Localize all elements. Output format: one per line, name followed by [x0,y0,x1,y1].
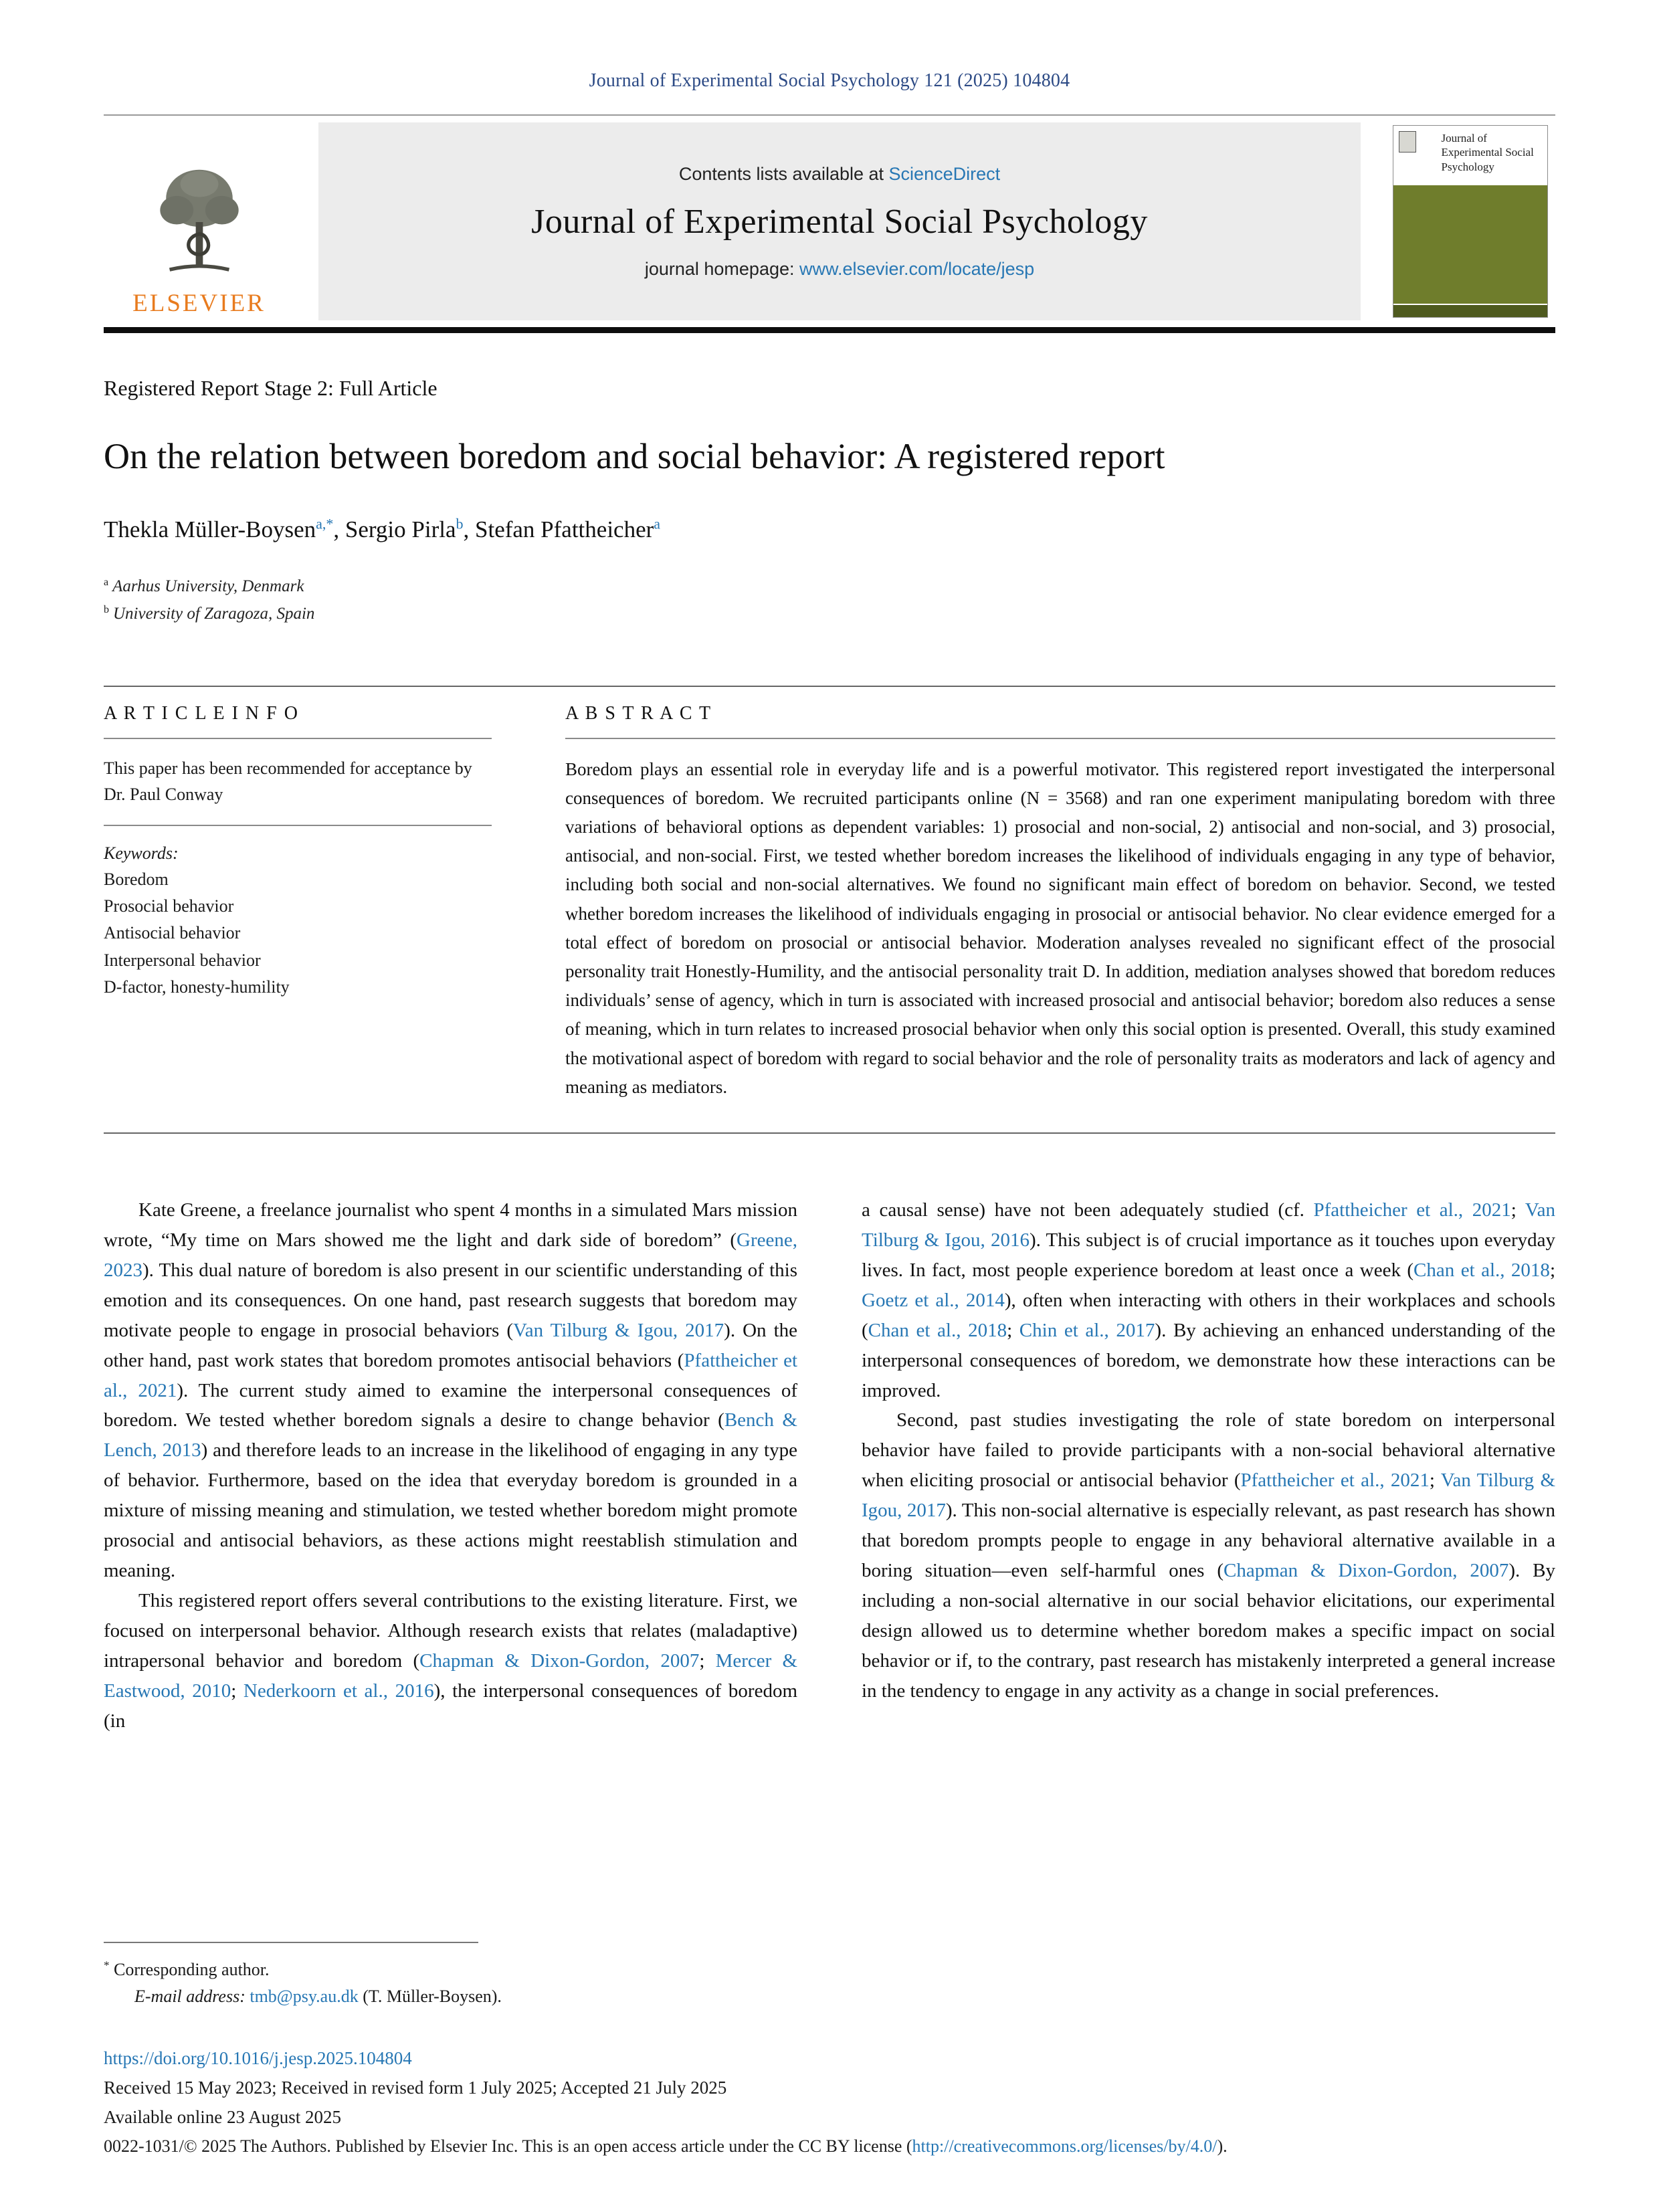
citation-link[interactable]: Chapman & Dixon-Gordon, 2007 [419,1649,700,1672]
citation-link[interactable]: Chapman & Dixon-Gordon, 2007 [1224,1560,1509,1582]
keyword: Antisocial behavior [104,923,241,943]
journal-ref: Journal of Experimental Social Psychology 121 (2025) 104804 [589,70,1070,91]
affiliation: $^a$ Aarhus University, Denmark [104,576,304,596]
citation-link[interactable]: Chan et al., 2018 [1413,1259,1550,1281]
citation-link[interactable]: Van Tilburg & Igou, 2016 [862,1199,1555,1251]
body-column-right [862,1195,1555,1736]
keyword: Boredom [104,869,169,889]
cover-artwork [1393,185,1547,304]
article-info-heading: A R T I C L E I N F O [104,702,299,724]
copyright-line: 0022-1031/© 2025 The Authors. Published by Elsevier Inc. This is an open access article under the CC BY license (http://creativecommons.org/licenses/by/4.0/). [104,2136,1228,2156]
citation-link[interactable]: Nederkoorn et al., 2016 [243,1680,434,1702]
keyword: Prosocial behavior [104,896,234,916]
journal-header [104,114,1555,333]
elsevier-wordmark: ELSEVIER [132,290,266,317]
email-note [104,1983,1555,2010]
footnote-star: * [104,1958,110,1971]
citation-link[interactable]: Mercer & Eastwood, 2010 [104,1649,797,1702]
author-affiliation-sup[interactable]: a,* [316,515,334,532]
keywords-label: Keywords: [104,843,179,863]
body-paragraph: Second, past studies investigating the role of state boredom on interpersonal behavior have failed to provide participants with a non-social behavioral alternative when eliciting prosocial or antisocial behavior (Pfattheicher et al., 2021; Van Tilburg & Igou, 2017). This non-social alternative is especially relevant, as past research has shown that boredom prompts people to engage in any behavioral alternative available in a boring situation—even self-harmful ones (Chapman & Dixon-Gordon, 2007). By including a non-social alternative in our social behavior elicitations, our experimental design allowed us to determine whether boredom makes a specific impact on social behavior or if, to the contrary, past research has mistakenly interpreted a general increase in the tendency to engage in any activity as a change in social preferences. [862,1409,1556,1702]
divider [104,738,492,739]
cover-title: Journal of Experimental Social Psychology [1441,132,1534,173]
citation-link[interactable]: Bench & Lench, 2013 [104,1409,797,1462]
author: Sergio Pirla$^b$, [345,515,476,543]
citation-link[interactable]: Van Tilburg & Igou, 2017 [513,1319,724,1341]
journal-banner [318,122,1361,320]
abstract-text: Boredom plays an essential role in everyday life and is a powerful motivator. This registered report investigated the interpersonal consequences of boredom. We recruited participants online (N = 3568) and ran one experiment manipulating boredom with three variations of behavioral options as dependent variables: 1) prosocial and non-social, 2) antisocial and non-social, and 3) prosocial, antisocial, and non-social. First, we tested whether boredom increases the likelihood of individuals engaging in any type of behavior, including both social and non-social alternatives. We found no significant main effect of boredom on behavior. Second, we tested whether boredom increases the likelihood of individuals engaging in prosocial or antisocial behavior. No clear evidence emerged for a total effect of boredom on prosocial or antisocial behavior. Moderation analyses revealed no significant effect of the prosocial personality trait Honestly-Humility, and the antisocial personality trait D. In addition, mediation analyses showed that boredom reduces individuals’ sense of agency, which in turn is associated with increased prosocial and antisocial behavior; boredom also reduces a sense of meaning, which in turn relates to increased prosocial behavior when only this social option is presented. Overall, this study examined the motivational aspect of boredom with regard to social behavior and the role of personality traits as moderators and lack of agency and meaning as mediators. [565,759,1555,1097]
body-paragraph: This registered report offers several contributions to the existing literature. First, we focused on interpersonal behavior. Although research exists that relates (maladaptive) intrapersonal behavior and boredom (Chapman & Dixon-Gordon, 2007; Mercer & Eastwood, 2010; Nederkoorn et al., 2016), the interpersonal consequences of boredom (in [104,1590,798,1732]
elsevier-tree-icon [146,163,253,285]
author-affiliation-sup[interactable]: b [456,515,464,532]
abstract-heading: A B S T R A C T [565,702,712,724]
journal-homepage-link[interactable]: www.elsevier.com/locate/jesp [799,258,1035,279]
keyword: Interpersonal behavior [104,950,261,970]
divider [104,825,492,826]
homepage-prefix: journal homepage: [644,258,799,279]
journal-title: Journal of Experimental Social Psychology [531,202,1148,241]
cover-footer-band [1393,304,1547,317]
editor-note: This paper has been recommended for acceptance by Dr. Paul Conway [104,758,472,804]
homepage-line [645,259,1034,280]
publication-info [104,2045,1555,2160]
corresponding-author-note: * Corresponding author. [104,1958,270,1979]
page-footer [104,1942,1555,2160]
article-type-label: Registered Report Stage 2: Full Article [104,376,437,400]
body-column-left [104,1195,797,1736]
author-affiliation-sup[interactable]: a [654,515,661,532]
header-divider [104,327,1555,333]
abstract-column [565,703,1555,1102]
email-label: E-mail address: [134,1986,250,2006]
body-paragraph: Kate Greene, a freelance journalist who spent 4 months in a simulated Mars mission wrote, “My time on Mars showed me the light and dark side of boredom” (Greene, 2023). This dual nature of boredom is also present in our scientific understanding of this emotion and its consequences. On one hand, past research suggests that boredom may motivate people to engage in prosocial behaviors (Van Tilburg & Igou, 2017). On the other hand, past work states that boredom promotes antisocial behaviors (Pfattheicher et al., 2021). The current study aimed to examine the interpersonal consequences of boredom. We tested whether boredom signals a desire to change behavior (Bench & Lench, 2013) and therefore leads to an increase in the likelihood of engaging in any type of behavior. Furthermore, based on the idea that everyday boredom is grounded in a mixture of missing meaning and stimulation, we tested whether boredom might promote prosocial and antisocial behaviors, as these actions might reestablish stimulation and meaning. [104,1199,798,1582]
footnote-divider [104,1942,478,1943]
contents-line [679,164,1000,185]
divider [565,738,1555,739]
article-info-column [104,703,492,1102]
email-suffix: (T. Müller-Boysen). [358,1986,502,2006]
citation-link[interactable]: Goetz et al., 2014 [862,1289,1005,1311]
cover-logo-icon [1399,131,1416,153]
affiliation: $^b$ University of Zaragoza, Spain [104,604,315,623]
received-dates: Received 15 May 2023; Received in revised form 1 July 2025; Accepted 21 July 2025 [104,2078,727,2098]
elsevier-logo[interactable] [104,122,294,320]
citation-link[interactable]: Pfattheicher et al., 2021 [1313,1199,1511,1221]
author: Stefan Pfattheicher$^a$ [475,515,661,543]
journal-cover-thumbnail[interactable] [1393,125,1548,318]
doi-link[interactable]: https://doi.org/10.1016/j.jesp.2025.104804 [104,2048,412,2069]
article-body [104,1195,1555,1736]
contents-prefix: Contents lists available at [678,163,889,184]
author-list [104,516,1555,544]
citation-link[interactable]: Pfattheicher et al., 2021 [104,1349,797,1401]
email-link[interactable]: tmb@psy.au.dk [250,1986,359,2006]
citation-link[interactable]: Chin et al., 2017 [1019,1319,1155,1341]
available-online: Available online 23 August 2025 [104,2106,341,2127]
citation-link[interactable]: Chan et al., 2018 [868,1319,1007,1341]
citation-link[interactable]: Van Tilburg & Igou, 2017 [862,1470,1556,1522]
body-paragraph: a causal sense) have not been adequately studied (cf. Pfattheicher et al., 2021; Van Tilburg & Igou, 2016). This subject is of crucial importance as it touches upon everyday lives. In fact, most people experience boredom at least once a week (Chan et al., 2018; Goetz et al., 2014), often when interacting with others in their workplaces and schools (Chan et al., 2018; Chin et al., 2017). By achieving an enhanced understanding of the interpersonal consequences of boredom, we demonstrate how these interactions can be improved. [862,1199,1555,1401]
cc-license-link[interactable]: http://creativecommons.org/licenses/by/4.0/ [912,2136,1217,2156]
author: Thekla Müller-Boysen$^{a,*}$, [104,515,345,543]
article-title: On the relation between boredom and social behavior: A registered report [104,436,1165,476]
sciencedirect-link[interactable]: ScienceDirect [888,163,1001,184]
keyword: D-factor, honesty-humility [104,977,290,997]
article-info-abstract-section [104,686,1555,1134]
citation-link[interactable]: Pfattheicher et al., 2021 [1240,1470,1430,1492]
affiliations [104,573,1555,628]
citation-link[interactable]: Greene, 2023 [104,1229,797,1281]
